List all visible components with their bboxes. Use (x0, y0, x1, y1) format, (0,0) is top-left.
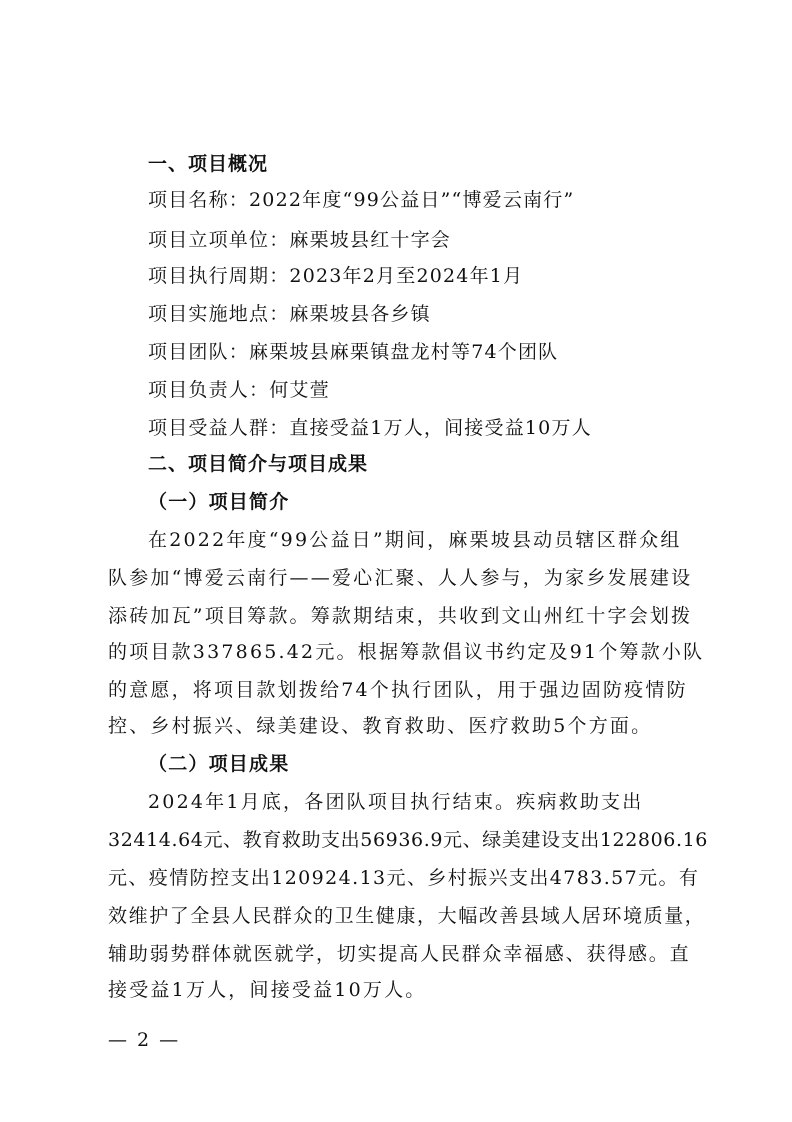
intro-paragraph-line: 队参加“博爱云南行——爱心汇聚、人人参与，为家乡发展建设 (108, 567, 693, 589)
results-paragraph-line: 效维护了全县人民群众的卫生健康，大幅改善县域人居环境质量， (108, 905, 706, 927)
page-number: — 2 — (108, 1029, 181, 1051)
results-paragraph-line: 接受益1万人，间接受益10万人。 (108, 979, 427, 1001)
results-paragraph-line: 元、疫情防控支出120924.13元、乡村振兴支出4783.57元。有 (108, 867, 700, 889)
results-paragraph-line: 32414.64元、教育救助支出56936.9元、绿美建设支出122806.16 (108, 829, 708, 851)
section-heading-overview: 一、项目概况 (148, 153, 269, 175)
project-team-line: 项目团队：麻栗坡县麻栗镇盘龙村等74个团队 (148, 341, 559, 363)
results-paragraph-line: 辅助弱势群体就医就学，切实提高人民群众幸福感、获得感。直 (108, 943, 691, 965)
intro-paragraph-line: 添砖加瓦”项目筹款。筹款期结束，共收到文山州红十字会划拨 (108, 605, 693, 627)
intro-paragraph-line: 在2022年度“99公益日”期间，麻栗坡县动员辖区群众组 (148, 529, 682, 551)
project-unit-line: 项目立项单位：麻栗坡县红十字会 (148, 229, 452, 251)
results-paragraph-line: 2024年1月底，各团队项目执行结束。疾病救助支出 (148, 791, 644, 813)
project-leader-line: 项目负责人：何艾萱 (148, 379, 330, 401)
subsection-heading-intro: （一）项目简介 (148, 491, 290, 513)
project-name-line: 项目名称：2022年度“99公益日”“博爱云南行” (148, 189, 575, 211)
project-beneficiaries-line: 项目受益人群：直接受益1万人，间接受益10万人 (148, 417, 592, 439)
section-heading-intro-results: 二、项目简介与项目成果 (148, 453, 369, 475)
intro-paragraph-line: 的意愿，将项目款划拨给74个执行团队，用于强边固防疫情防 (108, 679, 688, 701)
subsection-heading-results: （二）项目成果 (148, 753, 290, 775)
project-location-line: 项目实施地点：麻栗坡县各乡镇 (148, 303, 431, 325)
intro-paragraph-line: 的项目款337865.42元。根据筹款倡议书约定及91个筹款小队 (108, 641, 705, 663)
intro-paragraph-line: 控、乡村振兴、绿美建设、教育救助、医疗救助5个方面。 (108, 715, 653, 737)
project-period-line: 项目执行周期：2023年2月至2024年1月 (148, 265, 524, 287)
